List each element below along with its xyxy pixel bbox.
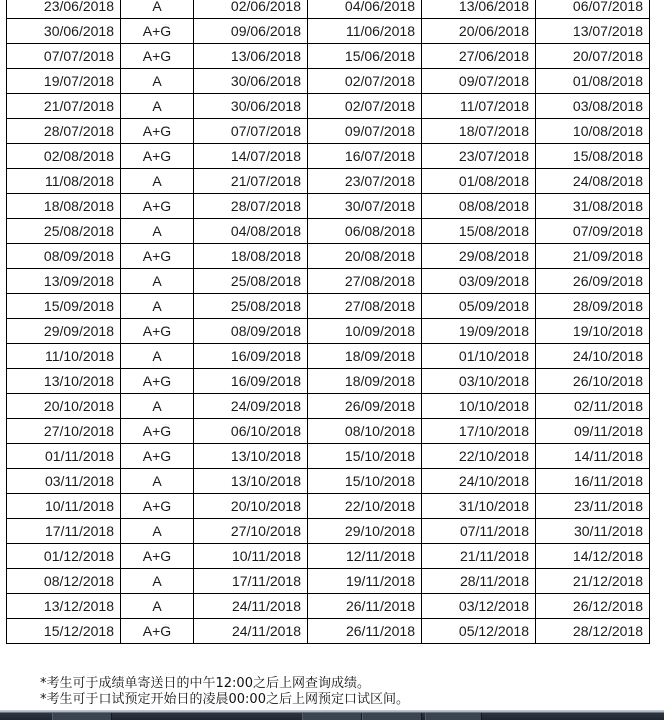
cell-col5-date: 03/10/2018 bbox=[422, 369, 536, 394]
table-row bbox=[7, 569, 650, 594]
cell-col3-date: 24/11/2018 bbox=[194, 619, 308, 644]
cell-col4-date: 23/07/2018 bbox=[308, 169, 422, 194]
taskbar-button[interactable] bbox=[52, 713, 112, 720]
cell-module: A bbox=[121, 344, 194, 369]
cell-col3-date: 27/10/2018 bbox=[194, 519, 308, 544]
table-row bbox=[7, 244, 650, 269]
cell-module: A+G bbox=[121, 144, 194, 169]
cell-col6-date: 19/10/2018 bbox=[536, 319, 650, 344]
cell-col4-date: 16/07/2018 bbox=[308, 144, 422, 169]
cell-col6-date: 24/10/2018 bbox=[536, 344, 650, 369]
exam-schedule-body bbox=[7, 0, 650, 644]
table-row bbox=[7, 519, 650, 544]
cell-col6-date: 14/12/2018 bbox=[536, 544, 650, 569]
cell-col4-date: 15/10/2018 bbox=[308, 444, 422, 469]
cell-col4-date: 29/10/2018 bbox=[308, 519, 422, 544]
cell-col5-date: 24/10/2018 bbox=[422, 469, 536, 494]
cell-module: A bbox=[121, 169, 194, 194]
cell-col6-date: 07/09/2018 bbox=[536, 219, 650, 244]
cell-module: A bbox=[121, 294, 194, 319]
cell-col4-date: 26/11/2018 bbox=[308, 594, 422, 619]
cell-col3-date: 30/06/2018 bbox=[194, 69, 308, 94]
cell-col5-date: 17/10/2018 bbox=[422, 419, 536, 444]
cell-col5-date: 18/07/2018 bbox=[422, 119, 536, 144]
cell-col5-date: 29/08/2018 bbox=[422, 244, 536, 269]
cell-exam-date: 01/11/2018 bbox=[7, 444, 121, 469]
taskbar-button[interactable] bbox=[302, 713, 362, 720]
cell-exam-date: 01/12/2018 bbox=[7, 544, 121, 569]
cell-col5-date: 03/09/2018 bbox=[422, 269, 536, 294]
table-row bbox=[7, 194, 650, 219]
cell-col3-date: 16/09/2018 bbox=[194, 369, 308, 394]
cell-col4-date: 18/09/2018 bbox=[308, 344, 422, 369]
cell-module: A bbox=[121, 219, 194, 244]
cell-exam-date: 13/12/2018 bbox=[7, 594, 121, 619]
footnotes bbox=[40, 676, 409, 708]
cell-col3-date: 28/07/2018 bbox=[194, 194, 308, 219]
table-row bbox=[7, 294, 650, 319]
cell-col4-date: 30/07/2018 bbox=[308, 194, 422, 219]
cell-col6-date: 28/09/2018 bbox=[536, 294, 650, 319]
cell-module: A+G bbox=[121, 194, 194, 219]
cell-col3-date: 13/10/2018 bbox=[194, 469, 308, 494]
cell-exam-date: 03/11/2018 bbox=[7, 469, 121, 494]
cell-exam-date: 17/11/2018 bbox=[7, 519, 121, 544]
cell-col3-date: 25/08/2018 bbox=[194, 269, 308, 294]
cell-col6-date: 23/11/2018 bbox=[536, 494, 650, 519]
exam-schedule-table bbox=[6, 0, 650, 644]
table-row bbox=[7, 544, 650, 569]
cell-exam-date: 20/10/2018 bbox=[7, 394, 121, 419]
cell-exam-date: 11/08/2018 bbox=[7, 169, 121, 194]
cell-col5-date: 20/06/2018 bbox=[422, 19, 536, 44]
cell-module: A bbox=[121, 519, 194, 544]
cell-module: A+G bbox=[121, 119, 194, 144]
cell-col4-date: 09/07/2018 bbox=[308, 119, 422, 144]
cell-col5-date: 28/11/2018 bbox=[422, 569, 536, 594]
cell-col3-date: 08/09/2018 bbox=[194, 319, 308, 344]
cell-module: A bbox=[121, 0, 194, 19]
cell-exam-date: 15/12/2018 bbox=[7, 619, 121, 644]
cell-exam-date: 29/09/2018 bbox=[7, 319, 121, 344]
cell-col5-date: 13/06/2018 bbox=[422, 0, 536, 19]
cell-exam-date: 18/08/2018 bbox=[7, 194, 121, 219]
cell-module: A bbox=[121, 394, 194, 419]
cell-col3-date: 02/06/2018 bbox=[194, 0, 308, 19]
table-row bbox=[7, 69, 650, 94]
cell-col6-date: 30/11/2018 bbox=[536, 519, 650, 544]
cell-col6-date: 26/10/2018 bbox=[536, 369, 650, 394]
cell-exam-date: 30/06/2018 bbox=[7, 19, 121, 44]
cell-col3-date: 30/06/2018 bbox=[194, 94, 308, 119]
table-row bbox=[7, 269, 650, 294]
taskbar-button[interactable] bbox=[425, 713, 482, 720]
cell-col6-date: 28/12/2018 bbox=[536, 619, 650, 644]
cell-col4-date: 26/11/2018 bbox=[308, 619, 422, 644]
cell-module: A+G bbox=[121, 494, 194, 519]
cell-exam-date: 11/10/2018 bbox=[7, 344, 121, 369]
cell-col5-date: 09/07/2018 bbox=[422, 69, 536, 94]
cell-col3-date: 10/11/2018 bbox=[194, 544, 308, 569]
table-row bbox=[7, 319, 650, 344]
cell-exam-date: 19/07/2018 bbox=[7, 69, 121, 94]
cell-col5-date: 08/08/2018 bbox=[422, 194, 536, 219]
cell-col5-date: 31/10/2018 bbox=[422, 494, 536, 519]
footnote-speaking-booking: *考生可于口试预定开始日的凌晨00:00之后上网预定口试区间。 bbox=[40, 692, 409, 707]
cell-col5-date: 01/08/2018 bbox=[422, 169, 536, 194]
cell-col6-date: 21/09/2018 bbox=[536, 244, 650, 269]
cell-col3-date: 17/11/2018 bbox=[194, 569, 308, 594]
table-row bbox=[7, 469, 650, 494]
table-row bbox=[7, 94, 650, 119]
cell-col6-date: 13/07/2018 bbox=[536, 19, 650, 44]
cell-module: A+G bbox=[121, 444, 194, 469]
exam-schedule-table-wrapper bbox=[6, 0, 650, 644]
table-row bbox=[7, 444, 650, 469]
cell-col3-date: 20/10/2018 bbox=[194, 494, 308, 519]
cell-col4-date: 22/10/2018 bbox=[308, 494, 422, 519]
table-row bbox=[7, 169, 650, 194]
cell-col5-date: 21/11/2018 bbox=[422, 544, 536, 569]
cell-col3-date: 09/06/2018 bbox=[194, 19, 308, 44]
cell-exam-date: 15/09/2018 bbox=[7, 294, 121, 319]
table-row bbox=[7, 19, 650, 44]
cell-module: A+G bbox=[121, 419, 194, 444]
cell-col5-date: 19/09/2018 bbox=[422, 319, 536, 344]
cell-col4-date: 19/11/2018 bbox=[308, 569, 422, 594]
cell-exam-date: 28/07/2018 bbox=[7, 119, 121, 144]
cell-module: A bbox=[121, 469, 194, 494]
cell-module: A+G bbox=[121, 244, 194, 269]
cell-col3-date: 06/10/2018 bbox=[194, 419, 308, 444]
table-row bbox=[7, 144, 650, 169]
cell-col4-date: 27/08/2018 bbox=[308, 269, 422, 294]
cell-module: A+G bbox=[121, 544, 194, 569]
footnote-score-release: *考生可于成绩单寄送日的中午12:00之后上网查询成绩。 bbox=[40, 676, 370, 691]
cell-col6-date: 20/07/2018 bbox=[536, 44, 650, 69]
cell-col5-date: 03/12/2018 bbox=[422, 594, 536, 619]
cell-col6-date: 16/11/2018 bbox=[536, 469, 650, 494]
cell-col6-date: 14/11/2018 bbox=[536, 444, 650, 469]
cell-col3-date: 04/08/2018 bbox=[194, 219, 308, 244]
cell-module: A+G bbox=[121, 319, 194, 344]
cell-col4-date: 02/07/2018 bbox=[308, 94, 422, 119]
cell-col6-date: 10/08/2018 bbox=[536, 119, 650, 144]
cell-exam-date: 08/09/2018 bbox=[7, 244, 121, 269]
cell-col4-date: 15/06/2018 bbox=[308, 44, 422, 69]
cell-col6-date: 26/12/2018 bbox=[536, 594, 650, 619]
cell-col5-date: 27/06/2018 bbox=[422, 44, 536, 69]
cell-col6-date: 01/08/2018 bbox=[536, 69, 650, 94]
cell-col3-date: 24/11/2018 bbox=[194, 594, 308, 619]
cell-col5-date: 07/11/2018 bbox=[422, 519, 536, 544]
cell-col6-date: 21/12/2018 bbox=[536, 569, 650, 594]
taskbar bbox=[0, 710, 664, 720]
table-row bbox=[7, 219, 650, 244]
cell-col6-date: 26/09/2018 bbox=[536, 269, 650, 294]
cell-exam-date: 23/06/2018 bbox=[7, 0, 121, 19]
cell-col3-date: 07/07/2018 bbox=[194, 119, 308, 144]
cell-col4-date: 20/08/2018 bbox=[308, 244, 422, 269]
cell-col4-date: 06/08/2018 bbox=[308, 219, 422, 244]
cell-col5-date: 11/07/2018 bbox=[422, 94, 536, 119]
cell-col4-date: 26/09/2018 bbox=[308, 394, 422, 419]
cell-col3-date: 13/06/2018 bbox=[194, 44, 308, 69]
cell-col3-date: 25/08/2018 bbox=[194, 294, 308, 319]
cell-exam-date: 27/10/2018 bbox=[7, 419, 121, 444]
cell-col4-date: 08/10/2018 bbox=[308, 419, 422, 444]
cell-module: A+G bbox=[121, 19, 194, 44]
table-row bbox=[7, 619, 650, 644]
cell-col6-date: 03/08/2018 bbox=[536, 94, 650, 119]
cell-exam-date: 13/09/2018 bbox=[7, 269, 121, 294]
cell-col4-date: 04/06/2018 bbox=[308, 0, 422, 19]
cell-module: A bbox=[121, 269, 194, 294]
taskbar-button[interactable] bbox=[362, 713, 422, 720]
cell-col6-date: 31/08/2018 bbox=[536, 194, 650, 219]
table-row bbox=[7, 44, 650, 69]
cell-col6-date: 24/08/2018 bbox=[536, 169, 650, 194]
cell-col5-date: 01/10/2018 bbox=[422, 344, 536, 369]
cell-module: A+G bbox=[121, 369, 194, 394]
cell-col4-date: 15/10/2018 bbox=[308, 469, 422, 494]
cell-col3-date: 14/07/2018 bbox=[194, 144, 308, 169]
cell-col3-date: 18/08/2018 bbox=[194, 244, 308, 269]
cell-col3-date: 24/09/2018 bbox=[194, 394, 308, 419]
cell-exam-date: 07/07/2018 bbox=[7, 44, 121, 69]
cell-col5-date: 22/10/2018 bbox=[422, 444, 536, 469]
cell-exam-date: 25/08/2018 bbox=[7, 219, 121, 244]
cell-col6-date: 02/11/2018 bbox=[536, 394, 650, 419]
cell-module: A+G bbox=[121, 44, 194, 69]
cell-col4-date: 27/08/2018 bbox=[308, 294, 422, 319]
cell-col5-date: 15/08/2018 bbox=[422, 219, 536, 244]
cell-module: A bbox=[121, 569, 194, 594]
cell-col5-date: 23/07/2018 bbox=[422, 144, 536, 169]
cell-col5-date: 05/09/2018 bbox=[422, 294, 536, 319]
table-row bbox=[7, 494, 650, 519]
cell-module: A bbox=[121, 94, 194, 119]
cell-module: A bbox=[121, 594, 194, 619]
table-row bbox=[7, 394, 650, 419]
cell-col5-date: 10/10/2018 bbox=[422, 394, 536, 419]
cell-col3-date: 13/10/2018 bbox=[194, 444, 308, 469]
cell-col6-date: 15/08/2018 bbox=[536, 144, 650, 169]
cell-col6-date: 09/11/2018 bbox=[536, 419, 650, 444]
cell-exam-date: 10/11/2018 bbox=[7, 494, 121, 519]
cell-col3-date: 16/09/2018 bbox=[194, 344, 308, 369]
cell-exam-date: 13/10/2018 bbox=[7, 369, 121, 394]
table-row bbox=[7, 369, 650, 394]
table-row bbox=[7, 0, 650, 19]
table-row bbox=[7, 119, 650, 144]
cell-col4-date: 18/09/2018 bbox=[308, 369, 422, 394]
cell-exam-date: 08/12/2018 bbox=[7, 569, 121, 594]
cell-exam-date: 02/08/2018 bbox=[7, 144, 121, 169]
cell-col4-date: 10/09/2018 bbox=[308, 319, 422, 344]
table-row bbox=[7, 344, 650, 369]
cell-module: A+G bbox=[121, 619, 194, 644]
cell-exam-date: 21/07/2018 bbox=[7, 94, 121, 119]
cell-module: A bbox=[121, 69, 194, 94]
table-row bbox=[7, 419, 650, 444]
cell-col4-date: 02/07/2018 bbox=[308, 69, 422, 94]
cell-col3-date: 21/07/2018 bbox=[194, 169, 308, 194]
cell-col6-date: 06/07/2018 bbox=[536, 0, 650, 19]
table-row bbox=[7, 594, 650, 619]
cell-col4-date: 12/11/2018 bbox=[308, 544, 422, 569]
cell-col5-date: 05/12/2018 bbox=[422, 619, 536, 644]
cell-col4-date: 11/06/2018 bbox=[308, 19, 422, 44]
